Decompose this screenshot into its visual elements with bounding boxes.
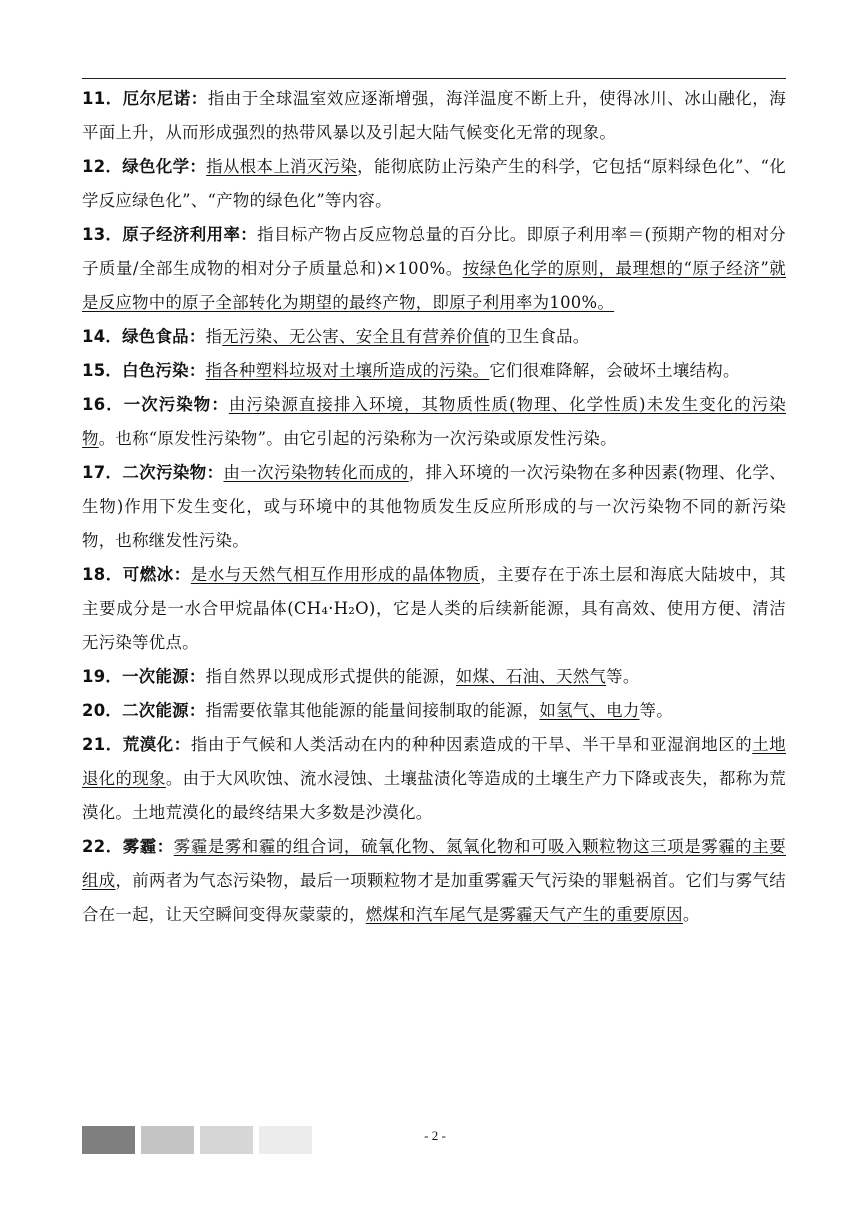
glossary-list [82,82,786,932]
entry-term: 绿色化学： [122,157,207,176]
glossary-entry [82,218,786,320]
entry-number: 21． [82,735,123,754]
entry-text: 它们很难降解，会破坏土壤结构。 [489,361,740,380]
entry-term: 绿色食品： [122,327,206,346]
entry-underlined-text: 是水与天然气相互作用形成的晶体物质 [190,565,481,584]
entry-term: 原子经济利用率： [122,225,258,244]
entry-number: 14． [82,327,123,346]
entry-underlined-text: 如煤、石油、天然气 [455,667,607,686]
entry-term: 雾霾： [122,837,174,856]
entry-number: 16． [82,395,124,414]
entry-text: ，排入环境的一次污染物在多种因素(物理、化学、生物)作用下发生变化，或与环境中的其他物质发生反应所形成的与一次污染物不同的新污染物，也称继发性污染。 [82,463,786,550]
entry-text: 。 [682,905,700,924]
entry-number: 18． [82,565,123,584]
entry-term: 可燃冰： [122,565,191,584]
entry-text: 。由于大风吹蚀、流水浸蚀、土壤盐渍化等造成的土壤生产力下降或丧失，都称为荒漠化。土地荒漠化的最终结果大多数是沙漠化。 [82,769,786,822]
footer-block-1 [82,1126,135,1154]
header-rule [82,78,786,79]
entry-number: 22． [82,837,123,856]
glossary-entry [82,660,786,694]
entry-text: ，前两者为气态污染物，最后一项颗粒物才是加重雾霾天气污染的罪魁祸首。它们与雾气结合在一起，让天空瞬间变得灰蒙蒙的， [82,871,786,924]
entry-term: 荒漠化： [122,735,191,754]
entry-underlined-text: 雾霾是雾和霾的组合词，硫氧化物、氮氧化物和可吸入颗粒物这三项是雾霾的主要组成 [82,837,786,890]
entry-text: 指 [205,327,223,346]
entry-text: 。也称“原发性污染物”。由它引起的污染称为一次污染或原发性污染。 [98,429,617,448]
entry-number: 17． [82,463,123,482]
entry-underlined-text: 由污染源直接排入环境，其物质性质(物理、化学性质)未发生变化的污染物 [82,395,786,448]
glossary-entry [82,728,786,830]
entry-term: 一次污染物： [123,395,229,414]
glossary-entry [82,456,786,558]
footer-block-2 [141,1126,194,1154]
glossary-entry [82,150,786,218]
entry-number: 15． [82,361,123,380]
entry-text: 指自然界以现成形式提供的能源， [205,667,456,686]
entry-term: 厄尔尼诺： [122,89,208,108]
glossary-entry [82,354,786,388]
entry-term: 二次污染物： [122,463,224,482]
entry-number: 11． [82,89,123,108]
glossary-entry [82,388,786,456]
entry-underlined-text: 无污染、无公害、安全且有营养价值 [222,327,490,346]
entry-text: 等。 [639,701,673,720]
entry-number: 12． [82,157,123,176]
entry-number: 20． [82,701,123,720]
entry-underlined-text: 燃煤和汽车尾气是雾霾天气产生的重要原因 [365,905,683,924]
glossary-entry [82,320,786,354]
glossary-entry [82,830,786,932]
entry-text: 等。 [606,667,640,686]
entry-text: 指需要依靠其他能源的能量间接制取的能源， [205,701,540,720]
entry-number: 13． [82,225,123,244]
entry-text: ，主要存在于冻土层和海底大陆坡中，其主要成分是一水合甲烷晶体(CH₄·H₂O)，它是人类的后续新能源，具有高效、使用方便、清洁无污染等优点。 [82,565,786,652]
entry-text: 指由于气候和人类活动在内的种种因素造成的干旱、半干旱和亚湿润地区的 [190,735,753,754]
entry-term: 二次能源： [122,701,206,720]
entry-underlined-text: 由一次污染物转化而成的 [223,463,409,482]
page-number: - 2 - [424,1128,446,1143]
entry-text: 指由于全球温室效应逐渐增强，海洋温度不断上升，使得冰川、冰山融化，海平面上升，从而形成强烈的热带风暴以及引起大陆气候变化无常的现象。 [82,89,786,142]
entry-term: 白色污染： [122,361,206,380]
footer-block-4 [259,1126,312,1154]
entry-underlined-text: 如氢气、电力 [539,701,640,720]
entry-underlined-text: 指各种塑料垃圾对土壤所造成的污染。 [205,361,490,380]
entry-number: 19． [82,667,123,686]
glossary-entry [82,82,786,150]
glossary-entry [82,558,786,660]
entry-underlined-text: 指从根本上消灭污染 [206,157,358,176]
footer-block-3 [200,1126,253,1154]
entry-text: 的卫生食品。 [489,327,590,346]
entry-text: 指目标产物占反应物总量的百分比。即原子利用率＝(预期产物的相对分子质量/全部生成物的相对分子质量总和)×100%。 [82,225,786,278]
entry-underlined-text: 按绿色化学的原则，最理想的“原子经济”就是反应物中的原子全部转化为期望的最终产物，即原子利用率为100%。 [82,259,786,312]
entry-term: 一次能源： [122,667,206,686]
entry-text: ，能彻底防止污染产生的科学，它包括“原料绿色化”、“化学反应绿色化”、“产物的绿色化”等内容。 [82,157,787,210]
glossary-entry [82,694,786,728]
entry-underlined-text: 土地退化的现象 [82,735,786,788]
